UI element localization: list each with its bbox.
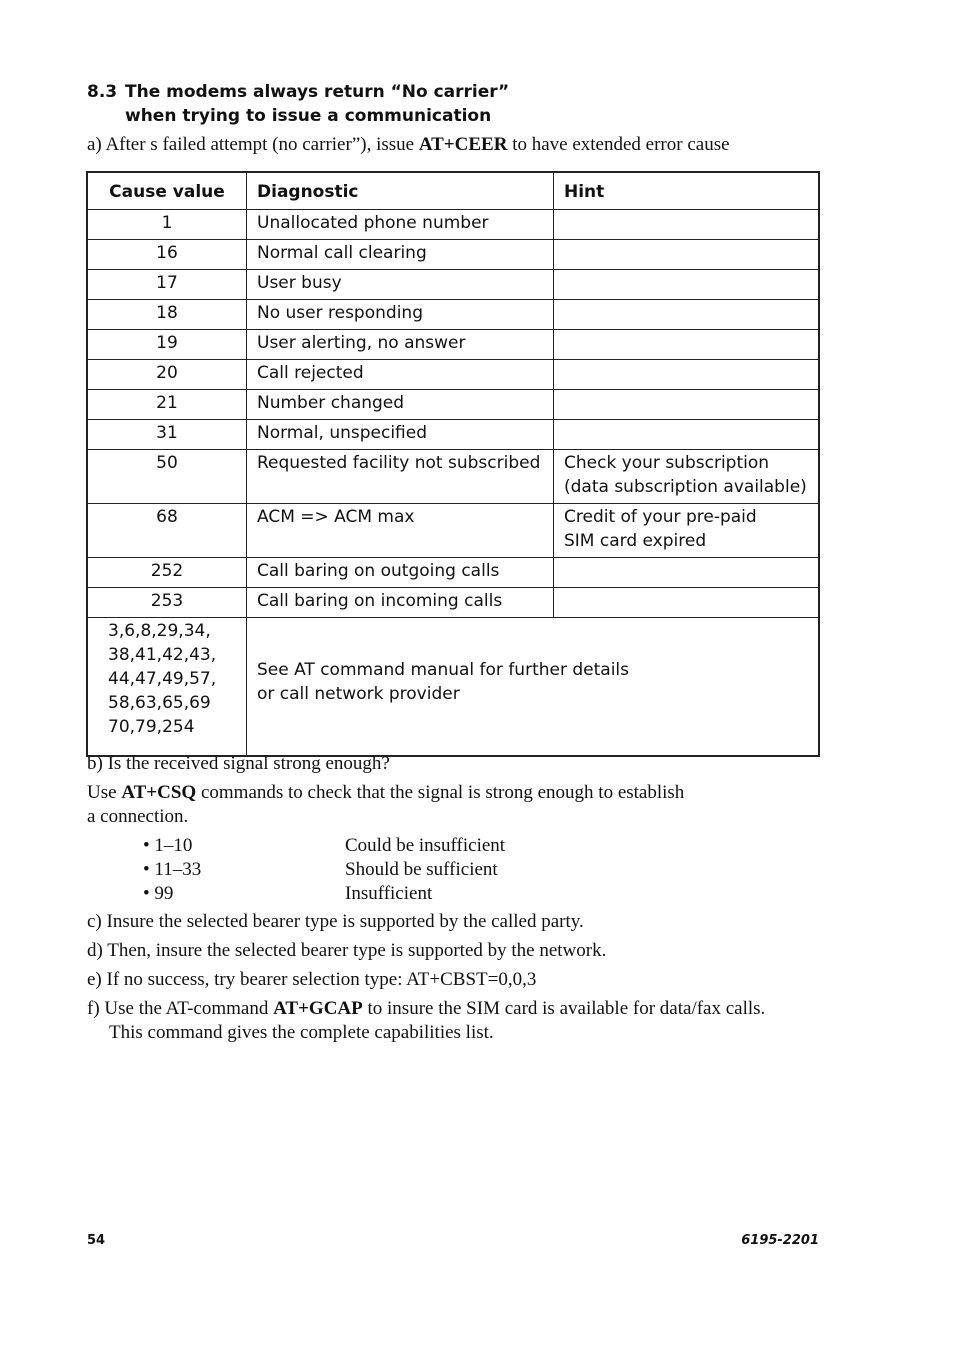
- document-number: 6195-2201: [741, 1233, 819, 1248]
- cause-value-cell: 19: [87, 330, 247, 360]
- cause-value-cell: 31: [87, 420, 247, 450]
- section-number: 8.3: [87, 82, 118, 102]
- table-row: [87, 420, 819, 450]
- other-cause-line: 70,79,254: [108, 717, 195, 737]
- paragraph-b-question: b) Is the received signal strong enough?: [87, 753, 390, 774]
- cause-value-cell: 20: [87, 360, 247, 390]
- note-line: See AT command manual for further details: [257, 659, 629, 680]
- hint-line: Check your subscription: [564, 453, 770, 473]
- list-item: [143, 834, 505, 858]
- cause-value-cell: 16: [87, 240, 247, 270]
- other-cause-line: 3,6,8,29,34,: [108, 621, 211, 641]
- hint-cell: [554, 300, 820, 330]
- list-item: [143, 882, 505, 906]
- command-ceer: AT+CEER: [418, 134, 508, 155]
- section-title-line2: when trying to issue a communication: [125, 106, 492, 126]
- hint-cell: [554, 360, 820, 390]
- section-title-line1: The modems always return “No carrier”: [125, 82, 510, 102]
- command-gcap: AT+GCAP: [273, 998, 363, 1019]
- hint-cell: [554, 558, 820, 588]
- paragraph-c: c) Insure the selected bearer type is supported by the called party.: [87, 911, 584, 932]
- table-row: [87, 360, 819, 390]
- table-row: [87, 588, 819, 618]
- other-cause-line: 44,47,49,57,: [108, 669, 217, 689]
- paragraph-e: e) If no success, try bearer selection type: AT+CBST=0,0,3: [87, 969, 537, 990]
- signal-meaning: Could be insufficient: [345, 835, 506, 856]
- signal-meaning: Insufficient: [345, 883, 433, 904]
- other-cause-line: 58,63,65,69: [108, 693, 211, 713]
- diagnostic-cell: Call baring on incoming calls: [247, 588, 554, 618]
- other-causes-cell: [87, 618, 247, 757]
- signal-meaning: Should be sufficient: [345, 859, 498, 880]
- hint-cell: [554, 450, 820, 504]
- diagnostic-cell: User alerting, no answer: [247, 330, 554, 360]
- cause-value-cell: 50: [87, 450, 247, 504]
- hint-cell: [554, 420, 820, 450]
- hint-cell: [554, 330, 820, 360]
- diagnostic-cell: No user responding: [247, 300, 554, 330]
- paragraph-f-prefix: f) Use the AT-command: [87, 998, 274, 1019]
- signal-range: • 99: [143, 883, 174, 904]
- signal-range: • 11–33: [143, 859, 202, 880]
- hint-cell: [554, 240, 820, 270]
- header-cause-value: Cause value: [87, 172, 247, 210]
- paragraph-f: [87, 997, 765, 1045]
- cause-value-cell: 17: [87, 270, 247, 300]
- paragraph-d: d) Then, insure the selected bearer type is supported by the network.: [87, 940, 607, 961]
- table-row: [87, 390, 819, 420]
- hint-cell: [554, 504, 820, 558]
- paragraph-b: [87, 781, 684, 829]
- paragraph-f-line2: This command gives the complete capabilities list.: [109, 1022, 494, 1043]
- hint-line: Credit of your pre-paid: [564, 507, 757, 527]
- page-number: 54: [87, 1233, 106, 1248]
- other-cause-line: 38,41,42,43,: [108, 645, 217, 665]
- header-diagnostic: Diagnostic: [247, 172, 554, 210]
- table-row-other-causes: [87, 618, 819, 757]
- cause-value-cell: 21: [87, 390, 247, 420]
- paragraph-a: [87, 133, 730, 157]
- cause-value-cell: 252: [87, 558, 247, 588]
- table-row: [87, 300, 819, 330]
- hint-line: (data subscription available): [564, 477, 807, 497]
- header-hint: Hint: [554, 172, 820, 210]
- list-item: [143, 858, 505, 882]
- table-row: [87, 450, 819, 504]
- hint-line: SIM card expired: [564, 531, 707, 551]
- section-heading: [87, 80, 509, 128]
- signal-range: • 1–10: [143, 835, 193, 856]
- other-causes-note: [247, 618, 820, 757]
- diagnostic-cell: Number changed: [247, 390, 554, 420]
- table-row: [87, 330, 819, 360]
- table-row: [87, 270, 819, 300]
- note-line: or call network provider: [257, 683, 460, 704]
- table-row: [87, 210, 819, 240]
- diagnostic-cell: User busy: [247, 270, 554, 300]
- diagnostic-cell: Unallocated phone number: [247, 210, 554, 240]
- signal-level-list: [143, 834, 505, 906]
- table-row: [87, 558, 819, 588]
- cause-value-cell: 18: [87, 300, 247, 330]
- diagnostic-cell: Normal, unspecified: [247, 420, 554, 450]
- paragraph-f-suffix: to insure the SIM card is available for data/fax calls.: [362, 998, 766, 1019]
- command-csq: AT+CSQ: [121, 782, 197, 803]
- cause-value-cell: 253: [87, 588, 247, 618]
- paragraph-a-suffix: to have extended error cause: [507, 134, 730, 155]
- hint-cell: [554, 210, 820, 240]
- hint-cell: [554, 270, 820, 300]
- paragraph-b-suffix: commands to check that the signal is strong enough to establish: [196, 782, 685, 803]
- paragraph-b-line2: a connection.: [87, 806, 189, 827]
- hint-cell: [554, 390, 820, 420]
- cause-value-cell: 1: [87, 210, 247, 240]
- diagnostic-cell: Normal call clearing: [247, 240, 554, 270]
- paragraph-b-prefix: Use: [87, 782, 122, 803]
- diagnostic-cell: Requested facility not subscribed: [247, 450, 554, 504]
- diagnostic-cell: Call rejected: [247, 360, 554, 390]
- table-row: [87, 504, 819, 558]
- hint-cell: [554, 588, 820, 618]
- diagnostic-cell: Call baring on outgoing calls: [247, 558, 554, 588]
- diagnostic-cell: ACM => ACM max: [247, 504, 554, 558]
- paragraph-a-text: a) After s failed attempt (no carrier”), issue: [87, 134, 419, 155]
- cause-table: [86, 171, 820, 757]
- cause-value-cell: 68: [87, 504, 247, 558]
- table-row: [87, 240, 819, 270]
- table-header-row: [87, 172, 819, 210]
